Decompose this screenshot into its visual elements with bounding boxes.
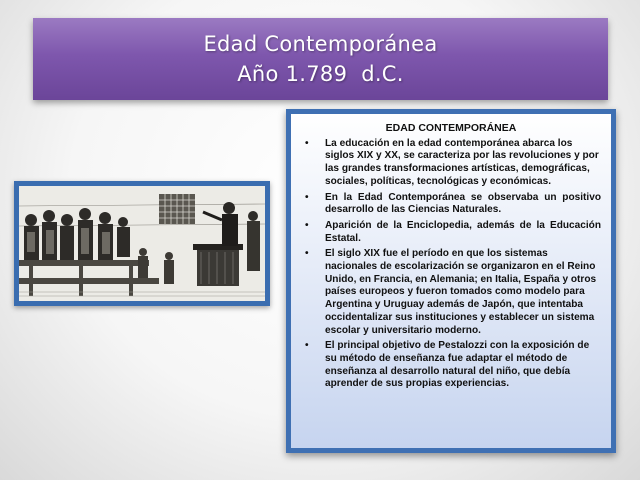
bullet-text: El siglo XIX fue el período en que los sistemas nacionales de escolarización se organizaron en el Reino Unido, en Francia, en Alemania; en Italia, España y otros países europeos y fueron tomados como modelo para Argentina y Uruguay además de Japón, que intentaba occidentalizar sus instituciones y establecer un sistema escolar y universitario moderno. (325, 248, 597, 336)
bullet-icon: • (305, 137, 309, 149)
content-box-frame (286, 109, 616, 453)
content-box (291, 114, 611, 448)
bullet-text: El principal objetivo de Pestalozzi con la exposición de su método de enseñanza fue adaptar el método de enseñanza al desarrollo natural del niño, que debía aprender de sus propias experiencias. (325, 340, 590, 390)
bullet-list (301, 138, 601, 391)
list-item (301, 340, 601, 391)
classroom-engraving-image (19, 186, 265, 301)
classroom-engraving-frame (14, 181, 270, 306)
classroom-illustration (19, 186, 265, 301)
bullet-icon: • (305, 248, 309, 260)
list-item (301, 192, 601, 217)
list-item (301, 138, 601, 189)
bullet-icon: • (305, 191, 309, 203)
bullet-text: En la Edad Contemporánea se observaba un positivo desarrollo de las Ciencias Naturales. (325, 191, 601, 216)
content-heading: EDAD CONTEMPORÁNEA (385, 122, 517, 134)
bullet-icon: • (305, 219, 309, 231)
slide-title-banner (33, 18, 608, 100)
slide-subtitle: Año 1.789 d.C. (237, 62, 404, 86)
bullet-icon: • (305, 340, 309, 352)
list-item (301, 248, 601, 337)
list-item (301, 220, 601, 245)
slide-title: Edad Contemporánea (203, 32, 438, 56)
bullet-text: Aparición de la Enciclopedia, además de la Educación Estatal. (325, 219, 601, 244)
bullet-text: La educación en la edad contemporánea abarca los siglos XIX y XX, se caracteriza por las revoluciones y por las grandes transformaciones artísticas, demográficas, sociales, políticas, tecnológicas y económicas. (325, 137, 599, 187)
